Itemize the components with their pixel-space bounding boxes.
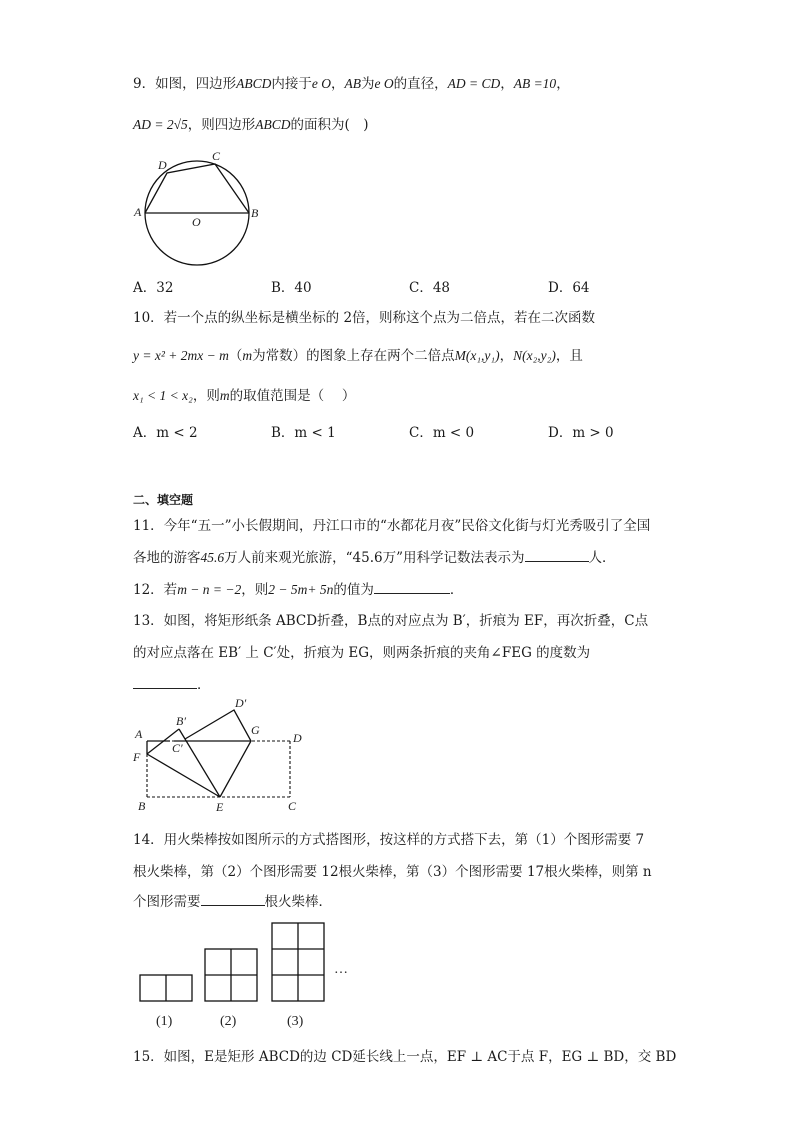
- q10-point-m: M(x₁,y₁): [454, 348, 500, 363]
- label-d: D: [158, 158, 167, 172]
- q14-text: 个图形需要: [133, 894, 201, 910]
- q13-line-1: 13．如图，将矩形纸条 ABCD折叠，B点的对应点为 B′，折痕为 EF，再次折叠，C点: [133, 613, 649, 629]
- label-b: B: [251, 206, 259, 220]
- label-c-prime: C′: [172, 741, 183, 755]
- q9-circle-o: e O: [311, 76, 331, 91]
- q9-option-d[interactable]: D．64: [548, 280, 590, 296]
- q11-line-1: 11．今年“五一”小长假期间，丹江口市的“水都花月夜”民俗文化街与灯光秀吸引了全国: [133, 518, 651, 534]
- q13-line-3: [133, 673, 211, 693]
- label-b-prime: B′: [176, 714, 186, 728]
- q14-line-1: 14．用火柴棒按如图所示的方式搭图形，按这样的方式搭下去，第（1）个图形需要 7: [133, 832, 645, 848]
- q10-text: ，且: [555, 348, 583, 364]
- q13-answer-blank[interactable]: [133, 674, 197, 689]
- q11-line-2: [133, 546, 616, 566]
- q9-text: 的面积为( ): [290, 117, 369, 133]
- q12-text: ，则: [241, 582, 269, 598]
- label-fig-1: (1): [156, 1014, 173, 1029]
- q9-line-2: [133, 113, 369, 133]
- label-b: B: [138, 799, 146, 813]
- label-e: E: [216, 800, 224, 814]
- q9-text: 9．如图，四边形: [133, 76, 237, 92]
- q9-arc-equality: AD = CD: [447, 76, 501, 91]
- q12-text: 的值为: [333, 582, 374, 598]
- q10-text: （: [228, 348, 243, 364]
- q12-condition: m − n = −2: [177, 582, 242, 597]
- q12-text: ．: [449, 582, 464, 598]
- q9-text: ，则四边形: [187, 117, 256, 133]
- q9-ad-equation: AD = 2√5: [133, 117, 188, 132]
- q11-text: 人．: [588, 550, 616, 566]
- q10-text: 为常数）的图象上存在两个二倍点: [252, 348, 455, 364]
- q11-text: 万人前来观光旅游，“45.6万”用科学记数法表示为: [224, 550, 525, 566]
- q15-line-1: 15．如图，E是矩形 ABCD的边 CD延长线上一点，EF ⊥ AC于点 F，EG ⊥ BD，交 BD: [133, 1049, 677, 1065]
- q9-line-1: [133, 72, 570, 92]
- q13-text: ．: [197, 677, 211, 693]
- q14-answer-blank[interactable]: [201, 891, 265, 906]
- q10-m: m: [219, 388, 230, 403]
- q10-text: ，则: [192, 388, 220, 404]
- q9-text: 为: [360, 76, 375, 92]
- q10-line-3: [133, 384, 355, 404]
- ellipsis: …: [334, 962, 348, 977]
- q9-text: ，: [330, 76, 345, 92]
- q9-quad: ABCD: [255, 117, 291, 132]
- q9-circle-o: e O: [374, 76, 394, 91]
- q10-option-d[interactable]: D．m > 0: [548, 425, 614, 441]
- q9-text: ，: [556, 76, 570, 92]
- label-fig-2: (2): [220, 1014, 237, 1029]
- section-title: 二、填空题: [133, 493, 194, 507]
- label-c: C: [212, 149, 221, 163]
- label-o: O: [192, 215, 201, 229]
- label-fig-3: (3): [287, 1014, 304, 1029]
- q10-m: m: [242, 348, 253, 363]
- q9-figure: [132, 148, 262, 273]
- q9-ab-equation: AB =10: [513, 76, 557, 91]
- q14-line-3: [133, 890, 332, 910]
- q10-point-n: N(x₂,y₂): [513, 348, 556, 363]
- q10-option-c[interactable]: C．m < 0: [409, 425, 475, 441]
- q9-option-b[interactable]: B．40: [271, 280, 312, 296]
- q10-option-a[interactable]: A．m < 2: [133, 425, 198, 441]
- q10-line-1: 10．若一个点的纵坐标是横坐标的 2倍，则称这个点为二倍点，若在二次函数: [133, 310, 596, 326]
- q12-text: 12．若: [133, 582, 178, 598]
- q9-text: ，: [500, 76, 514, 92]
- label-g: G: [251, 723, 260, 737]
- q12-expression: 2 − 5m+ 5n: [268, 582, 334, 597]
- label-f: F: [133, 750, 141, 764]
- q12-line: [133, 578, 463, 598]
- q10-function: y = x² + 2mx − m: [133, 348, 229, 363]
- q9-text: 的直径，: [393, 76, 448, 92]
- q10-text: 的取值范围是（ ）: [229, 388, 356, 404]
- label-d-prime: D′: [235, 696, 247, 710]
- q14-figure: [130, 918, 370, 1036]
- q11-text: 各地的游客: [133, 550, 201, 566]
- label-d: D: [293, 731, 302, 745]
- q10-option-b[interactable]: B．m < 1: [271, 425, 336, 441]
- q10-inequality: x₁ < 1 < x₂: [133, 388, 193, 403]
- q9-text: 内接于: [271, 76, 312, 92]
- q10-text: ，: [499, 348, 514, 364]
- q9-quad: ABCD: [236, 76, 272, 91]
- q11-number: 45.6: [200, 550, 225, 565]
- q14-text: 根火柴棒．: [264, 894, 332, 910]
- q9-ab: AB: [344, 76, 361, 91]
- q12-answer-blank[interactable]: [374, 579, 450, 594]
- label-c: C: [288, 799, 297, 813]
- q11-answer-blank[interactable]: [525, 547, 589, 562]
- label-a: A: [134, 205, 142, 219]
- q13-line-2: 的对应点落在 EB′ 上 C′处，折痕为 EG，则两条折痕的夹角∠FEG 的度数为: [133, 645, 591, 661]
- q9-option-c[interactable]: C．48: [409, 280, 451, 296]
- q9-option-a[interactable]: A．32: [133, 280, 174, 296]
- q10-line-2: [133, 344, 583, 364]
- q13-figure: [130, 694, 310, 816]
- q14-line-2: 根火柴棒，第（2）个图形需要 12根火柴棒，第（3）个图形需要 17根火柴棒，则第 n: [133, 864, 652, 880]
- label-a: A: [135, 727, 143, 741]
